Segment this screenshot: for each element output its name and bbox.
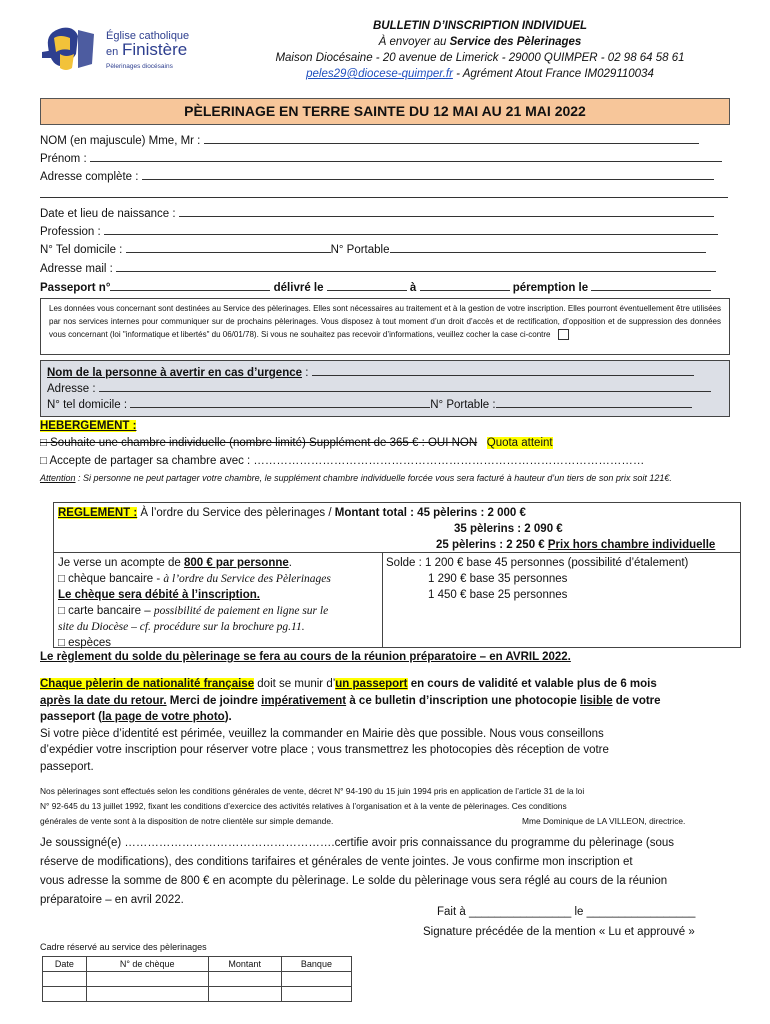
reglement-header: REGLEMENT : À l’ordre du Service des pèlerinages / Montant total : 45 pèlerins : 2 000 €	[58, 507, 526, 519]
diocese-logo-icon	[40, 24, 98, 76]
field-adresse[interactable]: Adresse complète :	[40, 169, 714, 185]
reserved-header-banque: Banque	[281, 957, 351, 972]
solde-block: Solde : 1 200 € base 45 personnes (possibilité d’étalement) 1 290 € base 35 personnes 1 450 € base 25 personnes	[386, 557, 689, 601]
hebergement-title: HEBERGEMENT :	[40, 420, 137, 432]
privacy-notice	[40, 298, 730, 355]
header-contact: peles29@diocese-quimper.fr - Agrément Atout France IM029110034	[306, 68, 654, 80]
reserved-header-montant: Montant	[208, 957, 281, 972]
quota-badge: Quota atteint	[486, 437, 553, 449]
hebergement-single[interactable]: □ Souhaite une chambre individuelle (nombre limité) Supplément de 365 € : OUI NON Quota atteint	[40, 437, 553, 449]
logo-line-1: Église catholique	[106, 30, 190, 42]
hebergement-attention: Attention : Si personne ne peut partager votre chambre, le supplément chambre individuelle forcée vous sera facturé à hauteur d’un tiers de son prix soit 121€.	[40, 473, 672, 483]
privacy-text: Les données vous concernant sont destinées au Service des pèlerinages. Elles sont nécessaires au traitement et à la gestion de votre inscription. Elles pourront éventuellement être utilisées par nos services internes pour communiquer sur de prochains pèlerinages. Vous disposez à tout moment d’un droit d’accès et de rectification, d’opposition et de suppression des données vous concernant (loi "informatique et libertés" du 06/01/78). Si vous ne souhaitez pas recevoir d’informations, veuillez cocher la case ci-contre	[49, 304, 721, 339]
header-title: BULLETIN D’INSCRIPTION INDIVIDUEL	[372, 20, 588, 32]
field-nom[interactable]: NOM (en majuscule) Mme, Mr :	[40, 133, 699, 149]
director-signatory: Mme Dominique de LA VILLEON, directrice.	[522, 816, 686, 826]
field-telephone[interactable]: N° Tel domicile : N° Portable	[40, 242, 706, 258]
reserved-header-date: Date	[43, 957, 87, 972]
signature-line[interactable]: Signature précédée de la mention « Lu et approuvé »	[423, 926, 695, 938]
solde-note: Le règlement du solde du pèlerinage se fera au cours de la réunion préparatoire – en AVRIL 2022.	[40, 651, 571, 663]
field-email[interactable]: Adresse mail :	[40, 261, 716, 277]
option-carte[interactable]: □ carte bancaire – possibilité de paiement en ligne sur le	[58, 605, 329, 617]
reserved-table	[42, 956, 352, 1002]
field-adresse-2[interactable]	[40, 187, 728, 203]
option-especes[interactable]: □ espèces	[58, 637, 111, 649]
title-banner	[40, 98, 730, 125]
email-link[interactable]: peles29@diocese-quimper.fr	[306, 68, 453, 80]
reserved-caption: Cadre réservé au service des pèlerinages	[40, 942, 207, 952]
emergency-phones[interactable]: N° tel domicile : N° Portable :	[47, 397, 723, 413]
reglement-table	[53, 502, 741, 648]
header	[220, 18, 740, 82]
emergency-section: Nom de la personne à avertir en cas d’urgence : Adresse : N° tel domicile : N° Portable :	[40, 360, 730, 417]
privacy-checkbox[interactable]	[558, 329, 569, 340]
field-prenom[interactable]: Prénom :	[40, 151, 722, 167]
montant-25: 25 pèlerins : 2 250 € Prix hors chambre individuelle	[436, 539, 716, 551]
declaration: Je soussigné(e) ……………………………………………….certifie avoir pris connaissance du programme du pèlerinage (sous réserve de modifications), des conditions tarifaires et générales de vente jointes. Je vous confirme mon inscription et vous adresse la somme de 800 € en acompte du pèlerinage. Le solde du pèlerinage vous sera réglé au cours de la réunion préparatoire – en avril 2022.	[40, 837, 674, 906]
reserved-row[interactable]	[43, 972, 352, 987]
banner-title: PÈLERINAGE EN TERRE SAINTE DU 12 MAI AU 21 MAI 2022	[184, 103, 586, 119]
logo-line-3: Finistère	[122, 40, 188, 59]
header-send: À envoyer au Service des Pèlerinages	[378, 36, 582, 48]
logo-line-4: Pèlerinages diocésains	[106, 63, 173, 70]
field-profession[interactable]: Profession :	[40, 224, 718, 240]
passport-note: Chaque pèlerin de nationalité française doit se munir d’un passeport en cours de validité et valable plus de 6 mois après la date du retour. Merci de joindre impérativement à ce bulletin d’inscription une photocopie lisible de votre passeport (la page de votre photo). Si votre pièce d’identité est périmée, veuillez la commander en Mairie dès que possible. Nous vous conseillons d’expédier votre inscription pour réserver votre place ; vous transmettrez les photocopies dès réception de votre passeport.	[40, 678, 661, 773]
reserved-row[interactable]	[43, 987, 352, 1002]
acompte-block: Je verse un acompte de 800 € par personne. □ chèque bancaire - à l’ordre du Service des Pèlerinages Le chèque sera débité à l’inscription. □ carte bancaire – possibilité de paiement en ligne sur le site du Diocèse – cf. procédure sur la brochure pg.11. □ espèces	[58, 555, 378, 651]
montant-35: 35 pèlerins : 2 090 €	[454, 523, 563, 535]
logo	[40, 22, 230, 80]
logo-line-2: en	[106, 46, 119, 58]
emergency-address[interactable]: Adresse :	[47, 381, 723, 397]
hebergement-share[interactable]: □ Accepte de partager sa chambre avec : …………………………………………………………………………………………	[40, 455, 645, 467]
conditions: Nos pèlerinages sont effectués selon les conditions générales de vente, décret N° 94-190 du 15 juin 1994 pris en application de l’article 31 de la loi N° 92-645 du 13 juillet 1992, fixant les conditions d’exercice des activités relatives à l’organisation et à la vente de pèlerinages. Ces conditions générales de vente sont à la disposition de notre clientèle sur simple demande. Mme Dominique de LA VILLEON, directrice.	[40, 784, 730, 829]
field-naissance[interactable]: Date et lieu de naissance :	[40, 206, 714, 222]
header-address: Maison Diocésaine - 20 avenue de Limerick - 29000 QUIMPER - 02 98 64 58 61	[275, 52, 685, 64]
fait-a-line[interactable]: Fait à ________________ le _________________	[437, 906, 696, 918]
reserved-header-cheque: N° de chèque	[86, 957, 208, 972]
field-passeport[interactable]: Passeport n° délivré le à péremption le	[40, 280, 711, 296]
emergency-title: Nom de la personne à avertir en cas d’urgence	[47, 367, 303, 379]
option-cheque[interactable]: □ chèque bancaire - à l’ordre du Service des Pèlerinages	[58, 573, 331, 585]
